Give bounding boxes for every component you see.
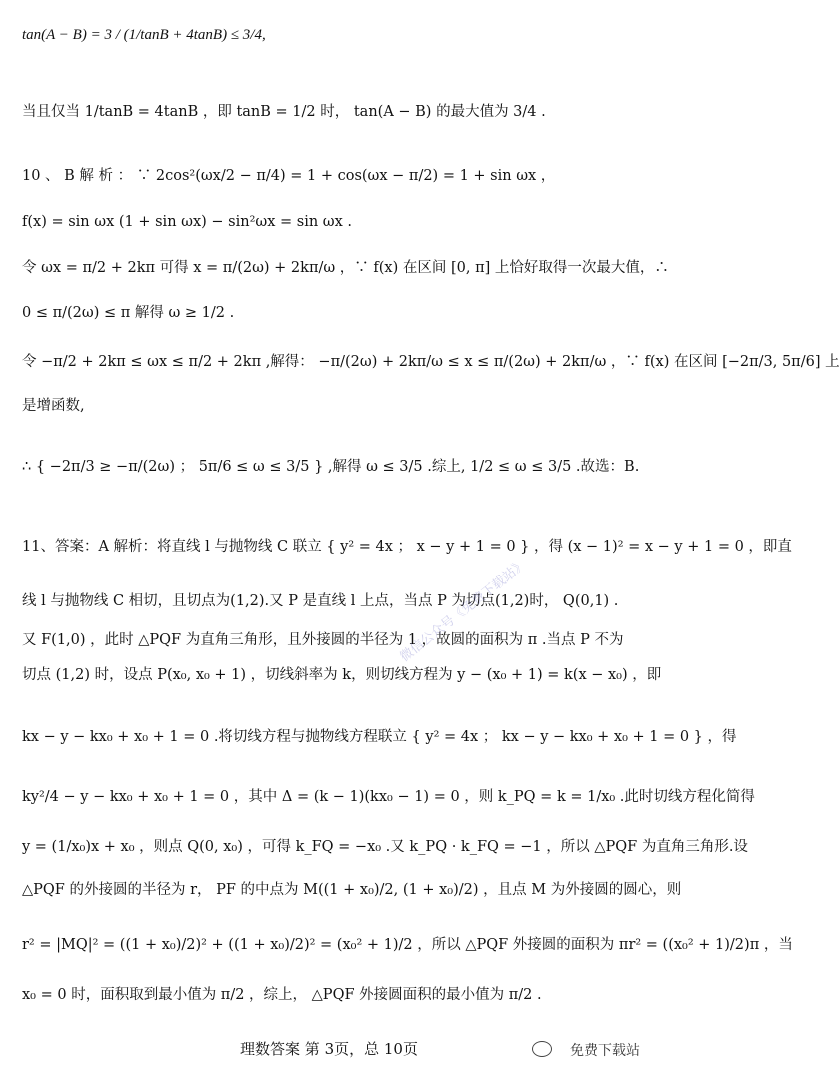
page-footer: 理数答案 第 3页，总 10页 [240,1040,418,1058]
text-q11-minimum: x₀ = 0 时，面积取到最小值为 π/2 ，综上， △PQF 外接圆面积的最小值为 π/2 . [22,987,542,1003]
text-q11-tangent: 线 l 与抛物线 C 相切，且切点为(1,2).又 P 是直线 l 上点，当点 P 为切点(1,2)时， Q(0,1) . [22,593,619,609]
watermark-label: 免费下载站 [570,1043,640,1059]
text-q10-heading: 10 、 B 解 析 ： ∵ 2cos²(ωx/2 − π/4) = 1 + cos(ωx − π/2) = 1 + sin ωx ， [22,168,556,184]
wechat-icon [532,1041,552,1057]
text-q11-circumcircle: △PQF 的外接圆的半径为 r， PF 的中点为 M((1 + x₀)/2, (1 + x₀)/2) ，且点 M 为外接圆的圆心，则 [22,882,682,898]
text-q10-increasing-cont: 是增函数, [22,398,85,414]
text-q11-right-triangle: 又 F(1,0) ，此时 △PQF 为直角三角形，且外接圆的半径为 1 ，故圆的面积为 π .当点 P 不为 [22,632,624,648]
text-q11-tangent-line: 切点 (1,2) 时，设点 P(x₀, x₀ + 1) ，切线斜率为 k，则切线方程为 y − (x₀ + 1) = k(x − x₀) ，即 [22,667,662,683]
text-q10-omega-lower: 0 ≤ π/(2ω) ≤ π 解得 ω ≥ 1/2 . [22,305,235,321]
text-q10-conclusion: ∴ { −2π/3 ≥ −π/(2ω) ； 5π/6 ≤ ω ≤ 3/5 } ,解得 ω ≤ 3/5 .综上, 1/2 ≤ ω ≤ 3/5 .故选：B. [22,459,640,475]
formula-tan-a-minus-b: tan(A − B) = 3 / (1/tanB + 4tanB) ≤ 3/4, [22,27,266,43]
text-q11-heading: 11、答案：A 解析：将直线 l 与抛物线 C 联立 { y² = 4x ； x − y + 1 = 0 } ，得 (x − 1)² = x − y + 1 = 0 ，即直 [22,539,792,555]
text-equality-condition: 当且仅当 1/tanB = 4tanB ，即 tanB = 1/2 时， tan(A − B) 的最大值为 3/4 . [22,104,546,120]
text-q11-system: kx − y − kx₀ + x₀ + 1 = 0 .将切线方程与抛物线方程联立 { y² = 4x ； kx − y − kx₀ + x₀ + 1 = 0 } ，得 [22,729,737,745]
text-q10-fx: f(x) = sin ωx (1 + sin ωx) − sin²ωx = sin ωx . [22,214,353,230]
text-q11-area: r² = |MQ|² = ((1 + x₀)/2)² + ((1 + x₀)/2)² = (x₀² + 1)/2 ，所以 △PQF 外接圆的面积为 πr² = ((x₀² + 1)/2)π ，当 [22,937,793,953]
text-q11-point-q: y = (1/x₀)x + x₀ ，则点 Q(0, x₀) ，可得 k_FQ = −x₀ .又 k_PQ · k_FQ = −1 ，所以 △PQF 为直角三角形.设 [22,839,748,855]
watermark-diagonal: 微信公众号《免费下载站》 [397,557,530,665]
text-q11-discriminant: ky²/4 − y − kx₀ + x₀ + 1 = 0 ，其中 Δ = (k − 1)(kx₀ − 1) = 0 ，则 k_PQ = k = 1/x₀ .此时切线方程化简得 [22,789,755,805]
text-q10-max: 令 ωx = π/2 + 2kπ 可得 x = π/(2ω) + 2kπ/ω ，∵ f(x) 在区间 [0, π] 上恰好取得一次最大值，∴ [22,260,669,276]
text-q10-increasing: 令 −π/2 + 2kπ ≤ ωx ≤ π/2 + 2kπ ,解得： −π/(2ω) + 2kπ/ω ≤ x ≤ π/(2ω) + 2kπ/ω ，∵ f(x) 在区间 [−2π/3, 5π/6] 上 [22,354,840,370]
